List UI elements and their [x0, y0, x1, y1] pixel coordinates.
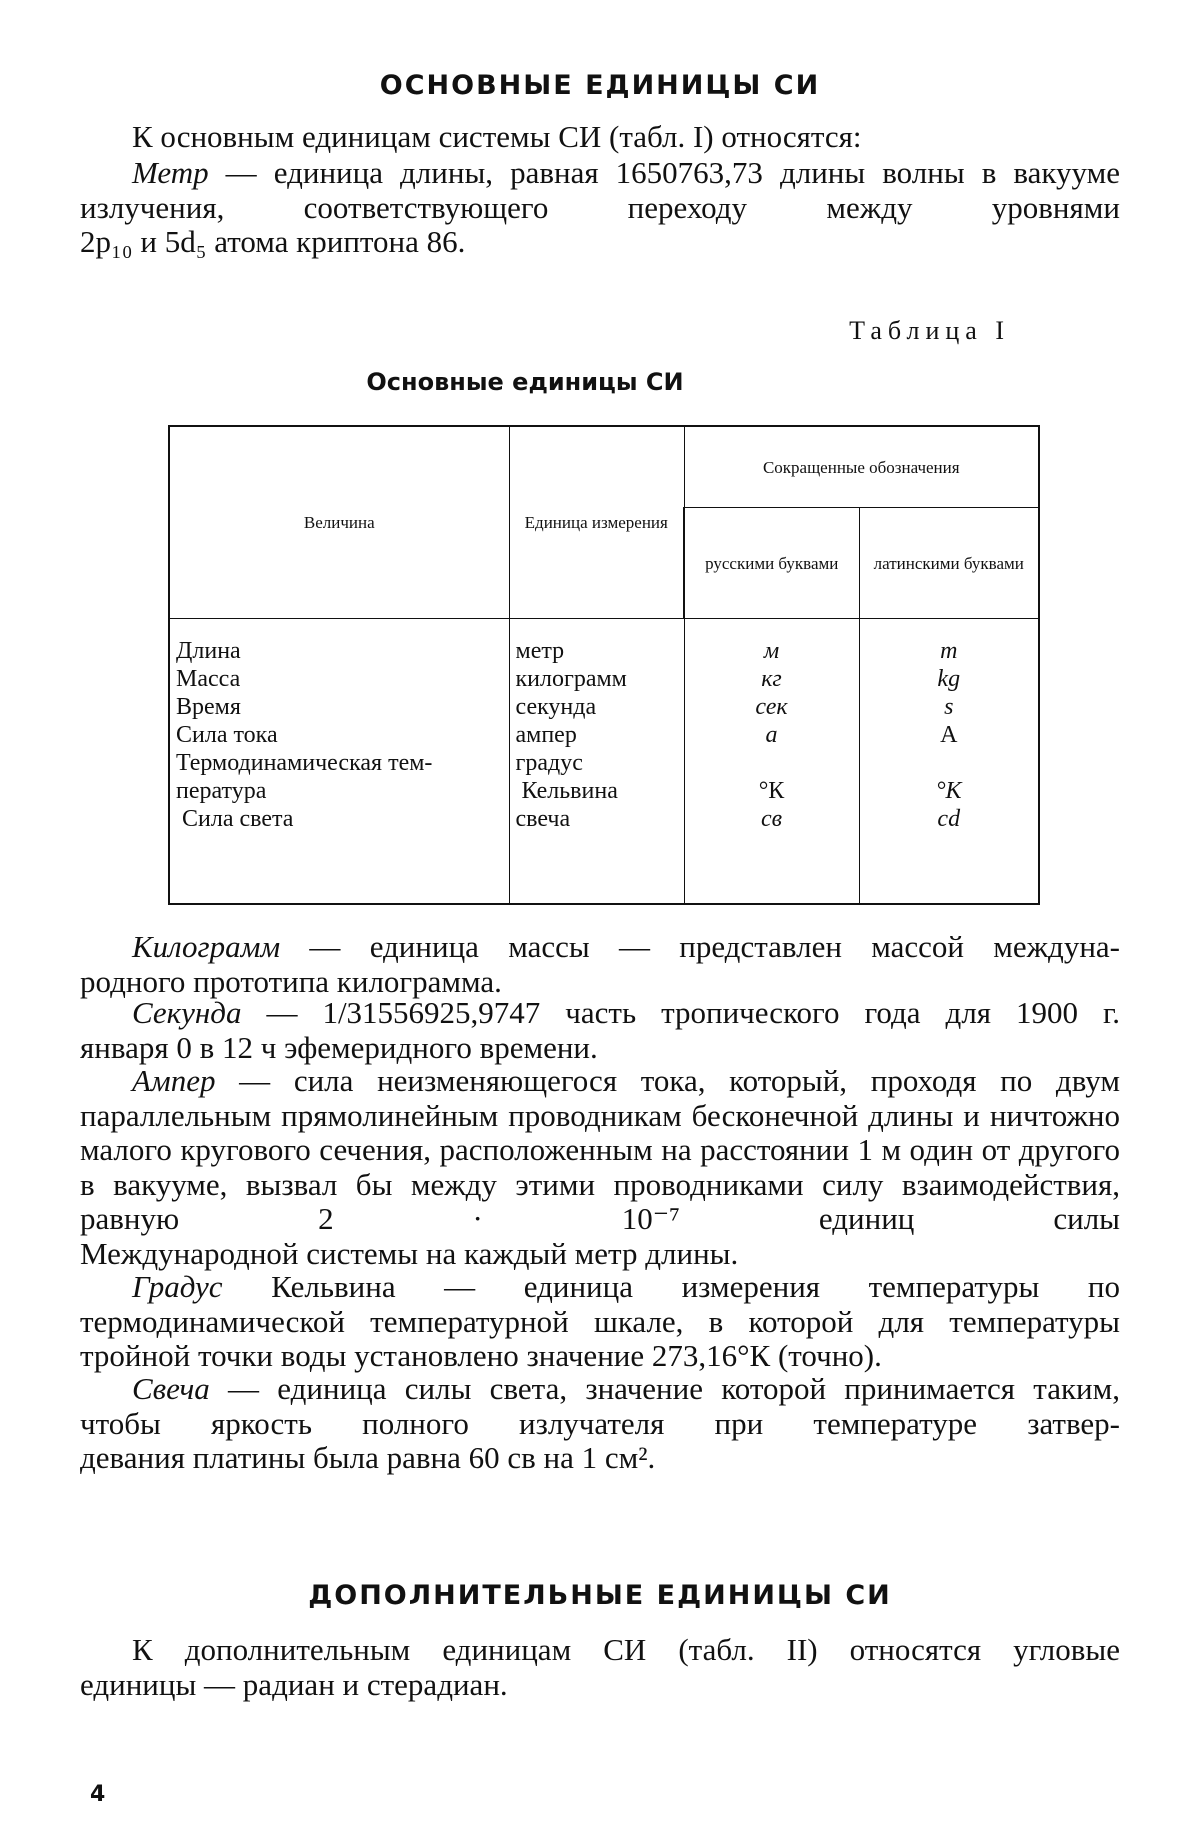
- kilogram-text-tail: родного прототипа килограмма.: [80, 963, 502, 999]
- candela-text-tail: девания платины была равна 60 св на 1 см².: [80, 1440, 656, 1475]
- table-cell-quantity: Масса: [176, 666, 241, 692]
- header-abbreviations: Сокращенные обозначения: [684, 426, 1039, 508]
- table-cell-unit: градус: [515, 750, 583, 776]
- header-russian: русскими буквами: [684, 508, 859, 619]
- metre-text: — единица длины, равная 1650763,73 длины волны в вакууме излучения, соответствующего переходу между уровнями: [80, 155, 1120, 225]
- supplementary-text: К дополнительным единицам СИ (табл. II) относятся угловые: [132, 1632, 1120, 1667]
- table-title: Основные единицы СИ: [366, 368, 684, 396]
- table-cell-quantity: Время: [176, 694, 241, 720]
- supplementary-text-tail: единицы — радиан и стерадиан.: [80, 1666, 508, 1702]
- table-cell-latin: kg: [937, 666, 961, 692]
- table-number-label: Таблица I: [849, 316, 1010, 345]
- term-kilogram: Килограмм: [132, 929, 281, 964]
- page-number: 4: [90, 1782, 106, 1807]
- ampere-text: — сила неизменяющегося тока, который, проходя по двум параллельным прямолинейным проводникам бесконечной длины и ничтожно малого кругового сечения, расположенным на расстоянии 1 м один от другого в вакууме, вызвал бы между этими проводниками силу взаимодействия, равную 2 · 10⁻⁷ единиц силы: [80, 1063, 1120, 1236]
- second-definition: [80, 996, 1120, 1065]
- table-cell-quantity: Сила света: [176, 806, 294, 832]
- table-cell-russian: а: [765, 722, 778, 748]
- term-kelvin: Градус: [132, 1269, 223, 1304]
- table-cell-russian: кг: [761, 666, 782, 692]
- table-cell-russian: м: [763, 638, 780, 664]
- table-cell-latin: s: [944, 694, 954, 720]
- table-cell-russian: °К: [758, 778, 785, 804]
- table-cell-unit: секунда: [515, 694, 597, 720]
- term-second: Секунда: [132, 995, 242, 1030]
- column-unit: [509, 619, 684, 848]
- table-cell-quantity: Термодинамическая тем-: [176, 750, 433, 776]
- candela-text: — единица силы света, значение которой принимается таким, чтобы яркость полного излучателя при температуре затвер-: [80, 1371, 1120, 1441]
- term-candela: Свеча: [132, 1371, 210, 1406]
- table-cell-quantity: Сила тока: [176, 722, 278, 748]
- table-cell-latin: m: [940, 638, 958, 664]
- kelvin-definition: [80, 1270, 1120, 1374]
- metre-text-tail: 2p₁₀ и 5d₅ атома криптона 86.: [80, 224, 466, 259]
- table-cell-unit: метр: [515, 638, 565, 664]
- section-heading-supplementary-units: ДОПОЛНИТЕЛЬНЫЕ ЕДИНИЦЫ СИ: [308, 1580, 892, 1611]
- kelvin-text-tail: тройной точки воды установлено значение 273,16°К (точно).: [80, 1338, 882, 1373]
- kilogram-definition: [80, 930, 1120, 999]
- table-cell-latin: [866, 749, 1033, 777]
- table-cell-unit: Кельвина: [515, 778, 618, 804]
- table-cell-latin: °K: [935, 778, 962, 804]
- ampere-text-tail: Международной системы на каждый метр длины.: [80, 1235, 739, 1271]
- table-cell-russian: сек: [755, 694, 788, 720]
- intro-paragraph: [80, 120, 1120, 155]
- table-cell-russian: [691, 749, 853, 777]
- term-ampere: Ампер: [132, 1063, 216, 1098]
- table-cell-latin: cd: [937, 806, 961, 832]
- header-latin: латинскими буквами: [859, 508, 1039, 619]
- table-cell-russian: св: [760, 806, 783, 832]
- base-units-table: [168, 425, 1040, 905]
- table-cell-unit: свеча: [515, 806, 571, 832]
- section-heading-base-units: ОСНОВНЫЕ ЕДИНИЦЫ СИ: [379, 70, 821, 101]
- term-metre: Метр: [132, 155, 209, 190]
- column-russian: [684, 619, 859, 848]
- ampere-definition: [80, 1064, 1120, 1271]
- kilogram-text: — единица массы — представлен массой междуна-: [280, 929, 1120, 964]
- column-quantity: [169, 619, 509, 848]
- table-cell-latin: A: [940, 722, 958, 748]
- intro-text: К основным единицам системы СИ (табл. I) относятся:: [132, 119, 862, 154]
- kelvin-text: Кельвина — единица измерения температуры по термодинамической температурной шкале, в которой для температуры: [80, 1269, 1120, 1339]
- supplementary-units-paragraph: [80, 1633, 1120, 1702]
- candela-definition: [80, 1372, 1120, 1476]
- header-quantity: Величина: [169, 426, 509, 619]
- column-latin: [859, 619, 1039, 848]
- table-cell-quantity: пература: [176, 778, 267, 804]
- table-cell-unit: ампер: [515, 722, 577, 748]
- second-text-tail: января 0 в 12 ч эфемеридного времени.: [80, 1029, 598, 1065]
- second-text: — 1/31556925,9747 часть тропического года для 1900 г.: [241, 995, 1120, 1030]
- metre-definition: [80, 156, 1120, 260]
- table-cell-quantity: Длина: [176, 638, 241, 664]
- header-unit: Единица измерения: [509, 426, 684, 619]
- table-cell-unit: килограмм: [515, 666, 627, 692]
